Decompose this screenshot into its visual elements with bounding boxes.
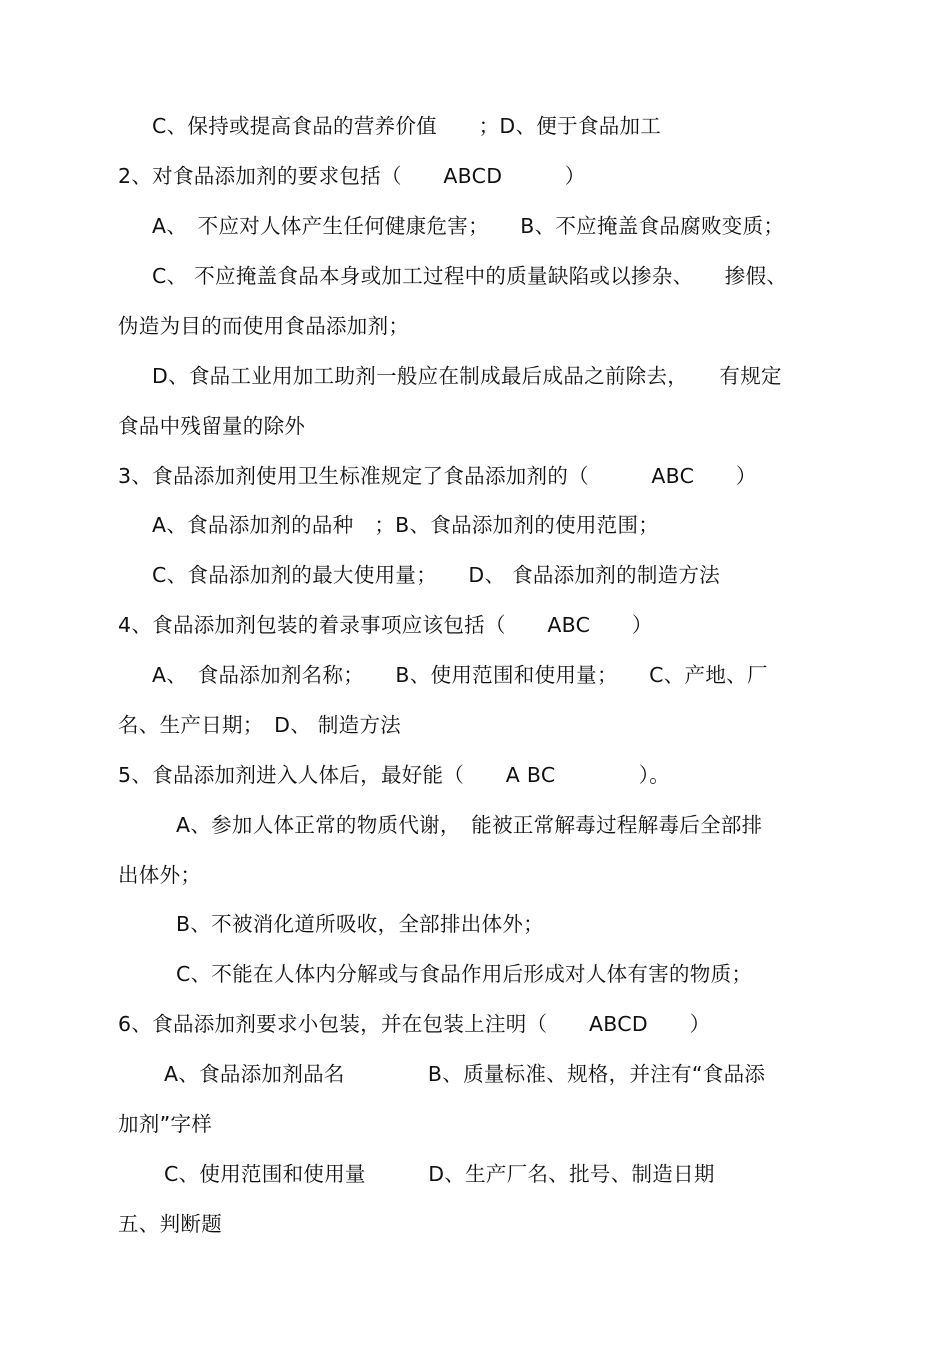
question-3: 3、食品添加剂使用卫生标准规定了食品添加剂的（ ABC ） (118, 464, 757, 488)
question-5: 5、食品添加剂进入人体后，最好能（ A BC ）。 (118, 763, 671, 787)
option-line: B、不被消化道所吸收，全部排出体外； (176, 912, 544, 936)
option-line: C、不能在人体内分解或与食品作用后形成对人体有害的物质； (176, 962, 753, 986)
option-line: A、 不应对人体产生任何健康危害； B、不应掩盖食品腐败变质； (152, 214, 785, 238)
option-continuation: 食品中残留量的除外 (118, 414, 306, 438)
section-heading: 五、判断题 (118, 1212, 222, 1236)
option-continuation: 加剂”字样 (118, 1112, 213, 1136)
option-line: A、 食品添加剂名称； B、使用范围和使用量； C、产地、厂 (152, 663, 768, 687)
option-line: D、食品工业用加工助剂一般应在制成最后成品之前除去， 有规定 (152, 364, 782, 388)
option-line: C、保持或提高食品的营养价值 ；D、便于食品加工 (152, 114, 662, 138)
question-6: 6、食品添加剂要求小包装，并在包装上注明（ ABCD ） (118, 1012, 711, 1036)
option-line: A、食品添加剂品名 B、质量标准、规格，并注有“食品添 (164, 1062, 766, 1086)
option-continuation: 名、生产日期； D、 制造方法 (118, 713, 402, 737)
option-line: C、 不应掩盖食品本身或加工过程中的质量缺陷或以掺杂、 掺假、 (152, 264, 788, 288)
option-line: A、参加人体正常的物质代谢， 能被正常解毒过程解毒后全部排 (176, 813, 763, 837)
option-continuation: 出体外； (118, 863, 202, 887)
option-line: C、使用范围和使用量 D、生产厂名、批号、制造日期 (164, 1162, 715, 1186)
option-continuation: 伪造为目的而使用食品添加剂； (118, 314, 410, 338)
option-line: C、食品添加剂的最大使用量； D、 食品添加剂的制造方法 (152, 563, 721, 587)
question-4: 4、食品添加剂包装的着录事项应该包括（ ABC ） (118, 613, 653, 637)
question-2: 2、对食品添加剂的要求包括（ ABCD ） (118, 164, 586, 188)
option-line: A、食品添加剂的品种 ；B、食品添加剂的使用范围； (152, 513, 660, 537)
